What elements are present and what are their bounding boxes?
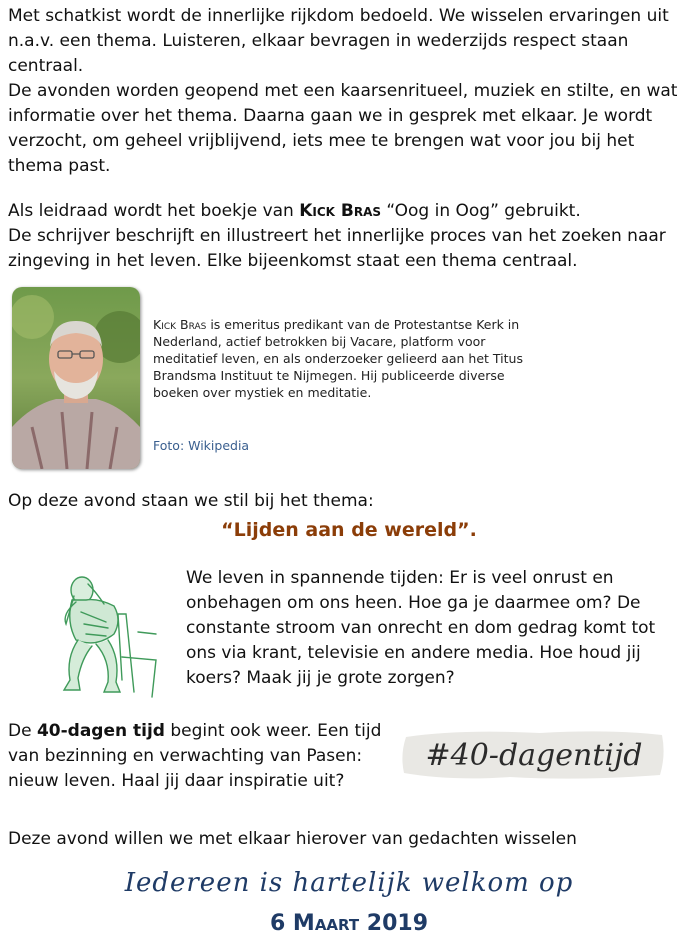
lent-paragraph bbox=[8, 719, 388, 794]
author-bio-text: is emeritus predikant van de Protestantse Kerk in Nederland, actief betrokken bij Vacare, platform voor meditatief leven, en als onderzoeker gelieerd aan het Titus Brandsma Instituut te Nijmegen. Hij publiceerde diverse boeken over mystiek en meditatie. bbox=[153, 317, 523, 400]
date-month: Maart bbox=[292, 911, 360, 936]
lent-hashtag-text: #40-dagentijd bbox=[425, 738, 643, 773]
event-date bbox=[0, 911, 698, 936]
photo-credit-link[interactable]: Foto: Wikipedia bbox=[153, 438, 250, 453]
intro-paragraph-1: Met schatkist wordt de innerlijke rijkdom bedoeld. We wisselen ervaringen uit n.a.v. een thema. Luisteren, elkaar bevragen in wederzijds respect staan centraal. bbox=[8, 6, 669, 76]
guide-description: De schrijver beschrijft en illustreert het innerlijke proces van het zoeken naar zingeving in het leven. Elke bijeenkomst staat een thema centraal. bbox=[8, 226, 666, 271]
guide-prefix: Als leidraad wordt het boekje van bbox=[8, 201, 300, 221]
author-name: Kick Bras bbox=[299, 201, 382, 221]
date-day: 6 bbox=[269, 911, 293, 936]
theme-text: We leven in spannende tijden: Er is veel onrust en onbehagen om ons heen. Hoe ga je daarmee om? De constante stroom van onrecht en dom gedrag komt tot ons via krant, televisie en andere media. Hoe houd jij koers? Maak jij je grote zorgen? bbox=[186, 568, 656, 688]
theme-title: “Lijden aan de wereld”. bbox=[221, 519, 477, 541]
date-year: 2019 bbox=[359, 911, 429, 936]
intro-paragraph-2: De avonden worden geopend met een kaarsenritueel, muziek en stilte, en wat informatie over het thema. Daarna gaan we in gesprek met elkaar. Je wordt verzocht, om geheel vrijblijvend, iets mee te brengen wat voor jou bij het thema past. bbox=[8, 81, 678, 176]
theme-intro: Op deze avond staan we stil bij het thema: bbox=[8, 491, 374, 511]
author-bio-name: Kick Bras bbox=[153, 317, 207, 332]
author-bio bbox=[153, 316, 533, 401]
lent-highlight: 40-dagen tijd bbox=[36, 721, 165, 741]
book-title: “Oog in Oog” gebruikt. bbox=[381, 201, 581, 221]
lent-text: begint ook weer. Een tijd van bezinning en verwachting van Pasen: nieuw leven. Haal jij daar inspiratie uit? bbox=[8, 721, 382, 791]
distressed-figure-sketch bbox=[26, 562, 166, 702]
author-photo bbox=[12, 287, 140, 469]
welcome-text: Iedereen is hartelijk welkom op bbox=[124, 868, 574, 898]
lent-hashtag-banner bbox=[400, 723, 668, 785]
closing-text: Deze avond willen we met elkaar hierover van gedachten wisselen bbox=[8, 829, 577, 849]
lent-prefix: De bbox=[8, 721, 37, 741]
guide-paragraph bbox=[8, 199, 688, 274]
